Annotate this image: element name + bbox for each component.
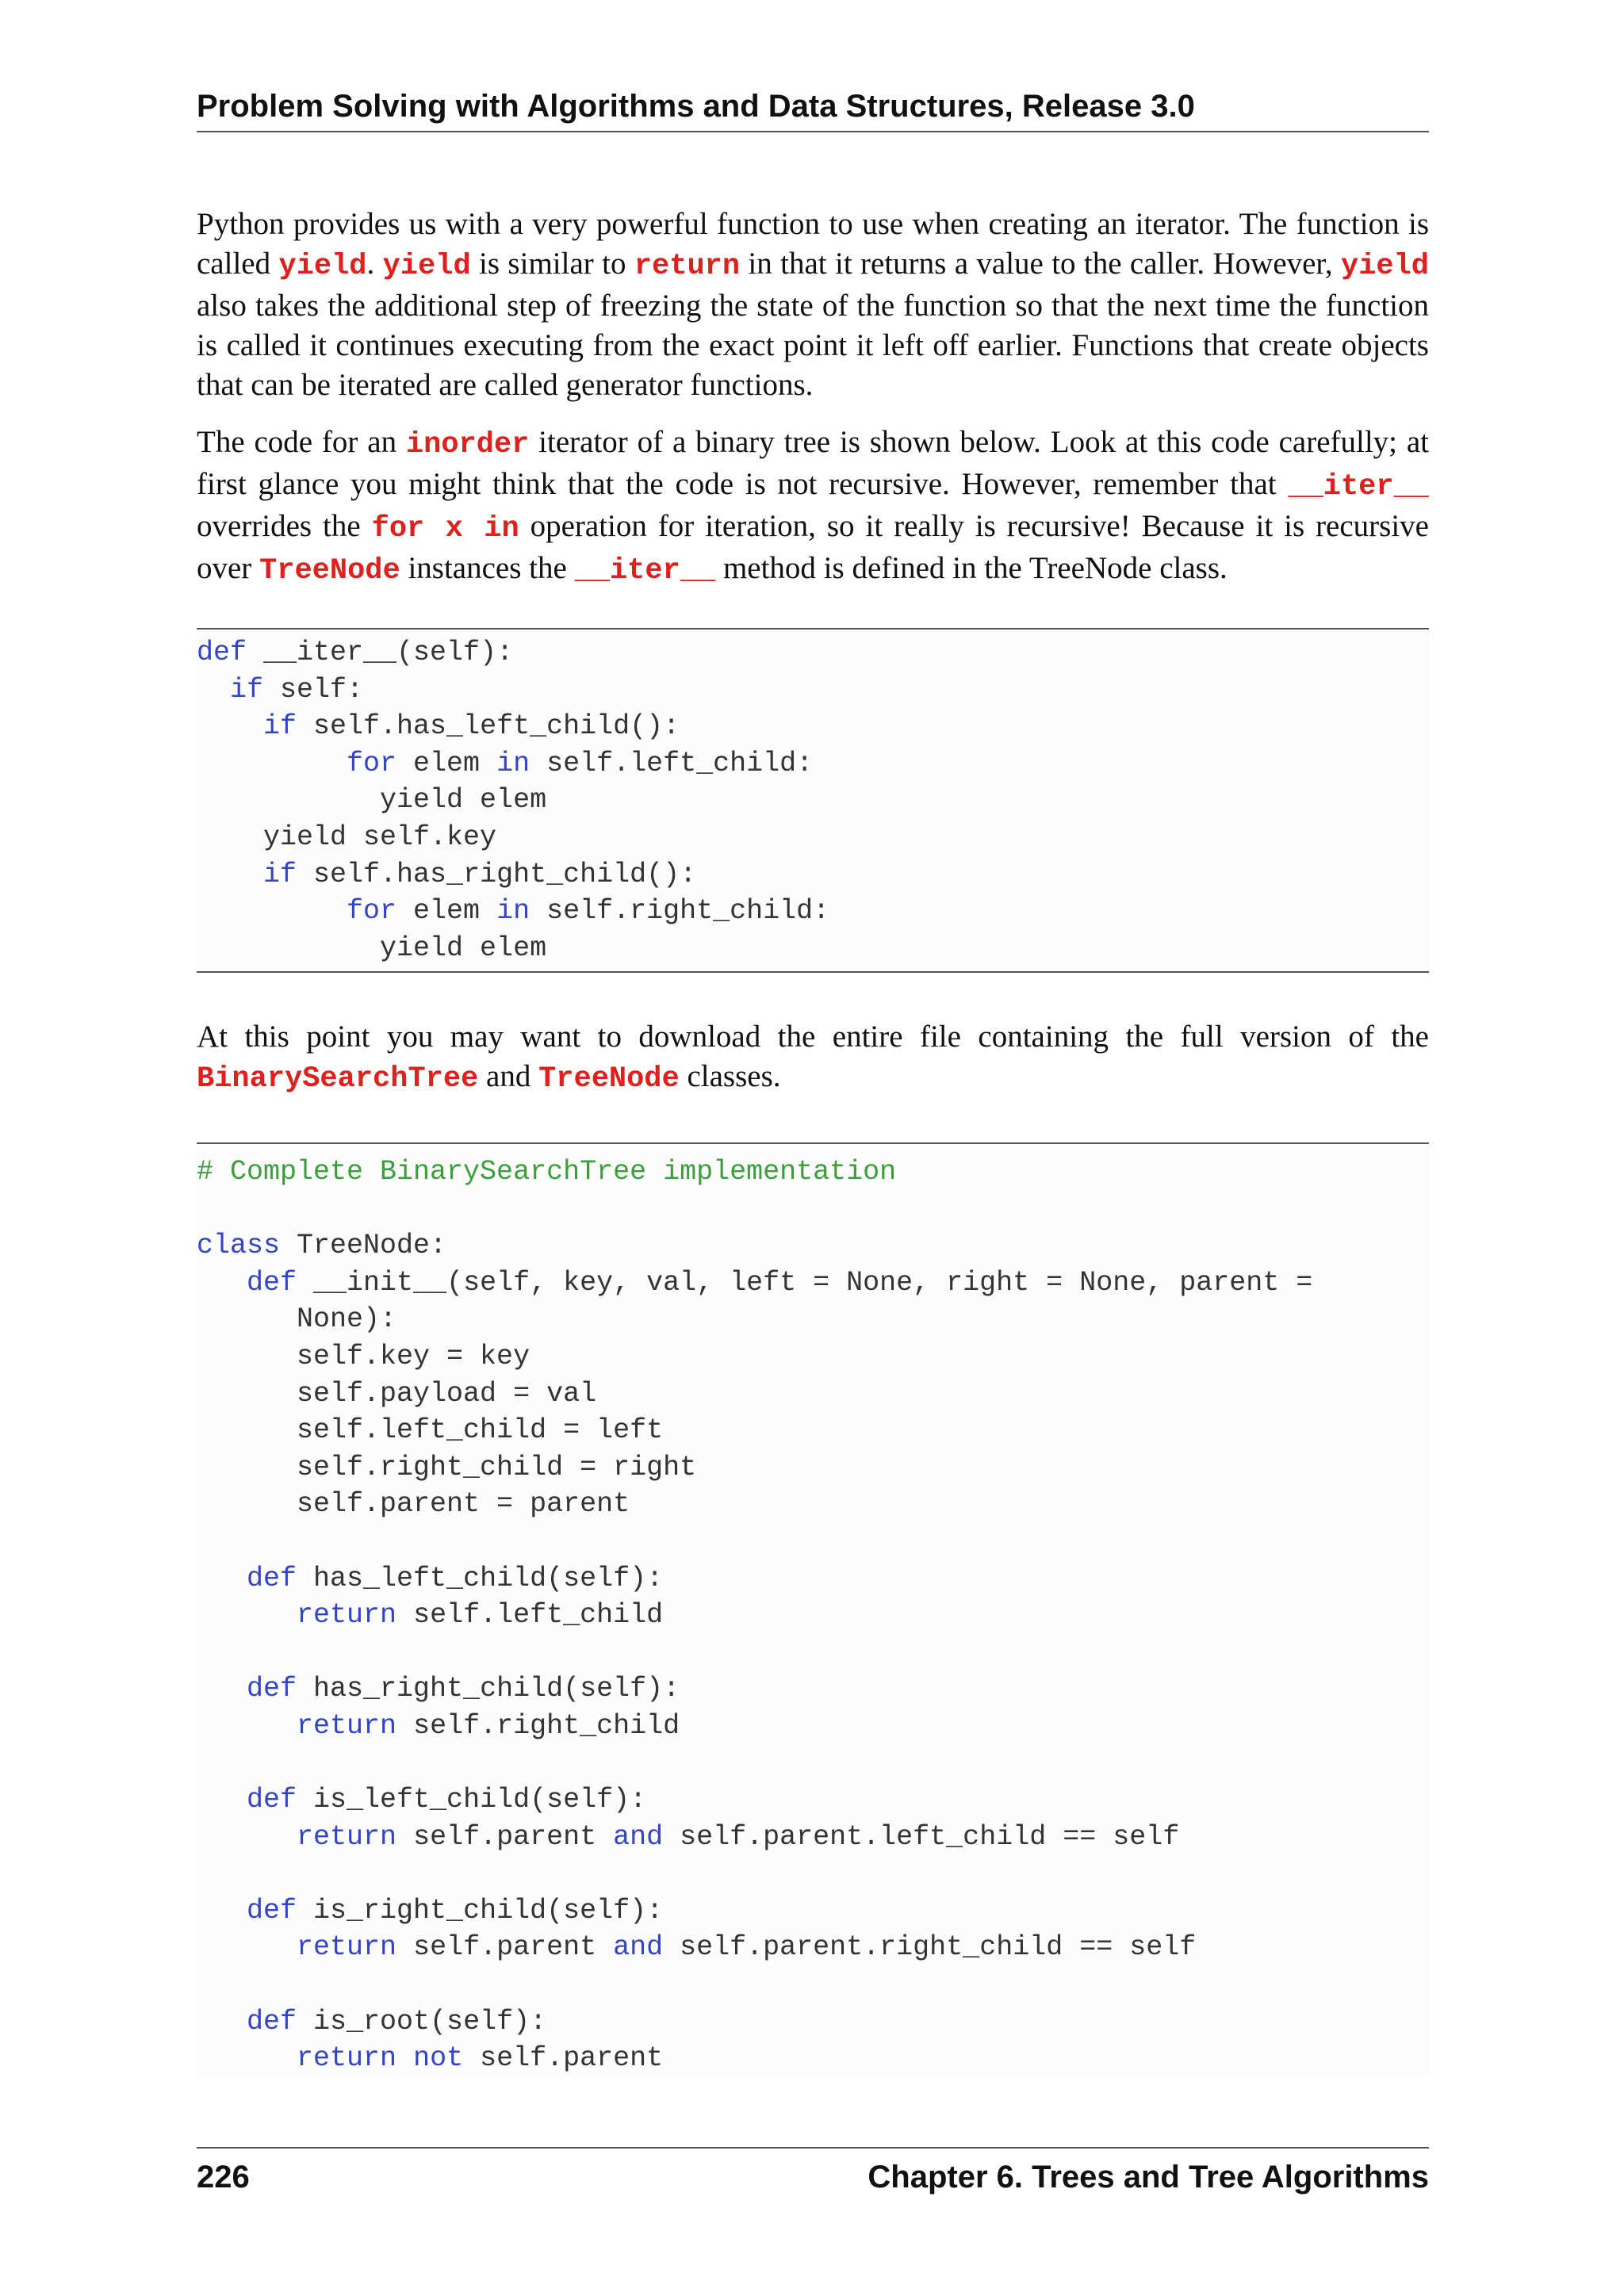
- code-text: [396, 2042, 413, 2074]
- paragraph-text: is similar to: [470, 247, 634, 281]
- code-text: self.parent = parent: [197, 1488, 630, 1521]
- inline-code: TreeNode: [538, 1062, 680, 1096]
- code-text: self.parent: [463, 2042, 664, 2075]
- paragraph-text: .: [366, 247, 383, 281]
- code-line: [197, 1227, 1429, 1265]
- code-keyword: in: [496, 747, 530, 779]
- code-text: [197, 859, 263, 890]
- paragraph-text: At this point you may want to download the entire file containing the full version of the: [197, 1020, 1429, 1054]
- code-keyword: if: [263, 858, 297, 890]
- code-line: [197, 1892, 1429, 1930]
- code-text: self.right_child: [396, 1709, 680, 1742]
- code-line: [197, 1929, 1429, 1966]
- code-block: [197, 628, 1429, 973]
- code-text: self.parent: [396, 1931, 614, 1964]
- code-text: self.key = key: [197, 1340, 530, 1372]
- paragraph-text: overrides the: [197, 509, 372, 543]
- code-text: self.left_child: [396, 1599, 664, 1632]
- code-text: yield self.key: [197, 821, 497, 853]
- code-line: [197, 1670, 1429, 1708]
- paragraph-text: The code for an: [197, 425, 406, 459]
- code-text: [197, 710, 263, 742]
- code-keyword: for: [347, 747, 397, 779]
- code-text: elem: [396, 747, 497, 779]
- code-text: self.left_child = left: [197, 1414, 664, 1447]
- paragraph-text: and: [478, 1059, 539, 1093]
- code-text: None):: [197, 1303, 397, 1336]
- code-keyword: not: [413, 2042, 464, 2075]
- code-line: [197, 1855, 1429, 1892]
- code-text: has_left_child(self):: [297, 1562, 664, 1594]
- code-line: [197, 1191, 1429, 1228]
- code-text: [197, 1563, 247, 1594]
- code-line: [197, 893, 1429, 930]
- code-text: [197, 1710, 297, 1742]
- code-keyword: for: [347, 895, 397, 928]
- code-text: is_left_child(self):: [297, 1784, 647, 1816]
- code-keyword: def: [247, 1266, 297, 1299]
- code-text: elem: [396, 895, 497, 928]
- paragraph-text: also takes the additional step of freezing the state of the function so that the next time the function is called it continues executing from the exact point it left off earlier. Functions that create objects that can be iterated are called generator functions.: [197, 289, 1429, 402]
- code-text: [197, 1599, 297, 1631]
- code-keyword: and: [613, 1931, 664, 1964]
- code-text: [197, 2042, 297, 2074]
- code-text: [197, 2006, 247, 2038]
- code-text: self.has_left_child():: [297, 710, 680, 743]
- inline-code: yield: [278, 250, 367, 283]
- code-text: __iter__(self):: [247, 637, 514, 668]
- code-line: [197, 1781, 1429, 1819]
- code-text: [197, 1784, 247, 1816]
- code-keyword: if: [263, 710, 297, 743]
- paragraph-text: operation for iteration, so it really is recursive! Because it is recursive over: [197, 509, 1429, 585]
- paragraph-text: iterator of a binary tree is shown below. Look at this code carefully; at first glance you might think that the code is not recursive. However, remember that: [197, 425, 1429, 501]
- code-keyword: def: [197, 637, 247, 668]
- paragraph-text: classes.: [679, 1059, 781, 1093]
- code-line: [197, 1265, 1429, 1302]
- code-text: is_right_child(self):: [297, 1894, 664, 1927]
- code-line: [197, 672, 1429, 709]
- paragraph-text: method is defined in the TreeNode class.: [715, 551, 1228, 585]
- inline-code: yield: [382, 250, 471, 283]
- code-line: [197, 1597, 1429, 1634]
- code-keyword: def: [247, 1562, 297, 1594]
- code-keyword: return: [297, 1709, 397, 1742]
- code-line: [197, 2003, 1429, 2041]
- code-line: [197, 634, 1429, 672]
- code-line: [197, 1486, 1429, 1523]
- code-keyword: def: [247, 1673, 297, 1705]
- inline-code: return: [634, 250, 741, 283]
- paragraph-text: Python provides us with a very powerful function to use when creating an iterator. The function is called: [197, 207, 1429, 281]
- inline-code: inorder: [405, 428, 530, 461]
- code-keyword: return: [297, 1599, 397, 1632]
- code-text: [197, 1267, 247, 1299]
- code-text: self.parent.right_child == self: [663, 1931, 1197, 1964]
- inline-code: TreeNode: [259, 554, 400, 587]
- code-text: self.payload = val: [197, 1377, 597, 1410]
- code-text: TreeNode:: [280, 1230, 447, 1262]
- code-line: [197, 1301, 1429, 1338]
- code-keyword: if: [230, 673, 264, 706]
- code-line: [197, 1634, 1429, 1671]
- code-keyword: class: [197, 1230, 281, 1262]
- code-line: [197, 1449, 1429, 1487]
- code-line: [197, 856, 1429, 894]
- paragraph: [197, 423, 1429, 591]
- code-line: [197, 2040, 1429, 2077]
- inline-code: BinarySearchTree: [197, 1062, 479, 1096]
- paragraph: [197, 205, 1429, 405]
- running-header: [197, 89, 1429, 132]
- code-line: [197, 1560, 1429, 1598]
- code-text: self.right_child = right: [197, 1451, 697, 1483]
- paragraph: [197, 1017, 1429, 1099]
- code-text: self.parent: [396, 1820, 614, 1853]
- code-text: has_right_child(self):: [297, 1673, 680, 1705]
- code-text: [197, 895, 347, 927]
- code-line: [197, 708, 1429, 745]
- code-text: yield elem: [197, 932, 547, 964]
- chapter-title: Chapter 6. Trees and Tree Algorithms: [868, 2160, 1429, 2195]
- code-comment: # Complete BinarySearchTree implementation: [197, 1156, 897, 1188]
- code-line: [197, 930, 1429, 967]
- paragraph-text: instances the: [400, 551, 575, 585]
- code-keyword: return: [297, 2042, 397, 2075]
- code-line: [197, 1745, 1429, 1782]
- code-text: self:: [263, 673, 364, 706]
- code-block: [197, 1142, 1429, 2077]
- page-number: 226: [197, 2160, 250, 2195]
- code-text: [197, 1673, 247, 1705]
- code-line: [197, 782, 1429, 819]
- code-text: [197, 748, 347, 779]
- inline-code: for x in: [371, 512, 519, 545]
- code-line: [197, 1523, 1429, 1560]
- code-text: yield elem: [197, 784, 547, 817]
- code-line: [197, 1966, 1429, 2003]
- code-text: is_root(self):: [297, 2005, 547, 2038]
- code-keyword: def: [247, 1784, 297, 1816]
- running-footer: [197, 2147, 1429, 2195]
- code-keyword: and: [613, 1820, 664, 1853]
- inline-code: yield: [1340, 250, 1430, 283]
- paragraph-text: in that it returns a value to the caller. However,: [740, 247, 1341, 281]
- code-keyword: def: [247, 1894, 297, 1927]
- code-text: [197, 1821, 297, 1853]
- code-keyword: return: [297, 1931, 397, 1964]
- code-line: [197, 1338, 1429, 1376]
- book-title: Problem Solving with Algorithms and Data Structures, Release 3.0: [197, 89, 1195, 124]
- code-text: [197, 674, 230, 706]
- code-text: __init__(self, key, val, left = None, right = None, parent =: [297, 1266, 1313, 1299]
- code-text: [197, 1931, 297, 1963]
- code-keyword: return: [297, 1820, 397, 1853]
- code-text: self.left_child:: [530, 747, 814, 779]
- inline-code: __iter__: [1288, 470, 1429, 503]
- code-line: [197, 1819, 1429, 1856]
- inline-code: __iter__: [574, 554, 716, 587]
- code-line: [197, 819, 1429, 856]
- code-line: [197, 1412, 1429, 1449]
- code-text: self.parent.left_child == self: [663, 1820, 1180, 1853]
- code-text: self.right_child:: [530, 895, 830, 928]
- code-text: self.has_right_child():: [297, 858, 697, 890]
- code-keyword: in: [496, 895, 530, 928]
- code-text: [197, 1895, 247, 1927]
- code-line: [197, 745, 1429, 783]
- code-line: [197, 1376, 1429, 1413]
- code-line: [197, 1708, 1429, 1745]
- code-line: [197, 1154, 1429, 1191]
- code-keyword: def: [247, 2005, 297, 2038]
